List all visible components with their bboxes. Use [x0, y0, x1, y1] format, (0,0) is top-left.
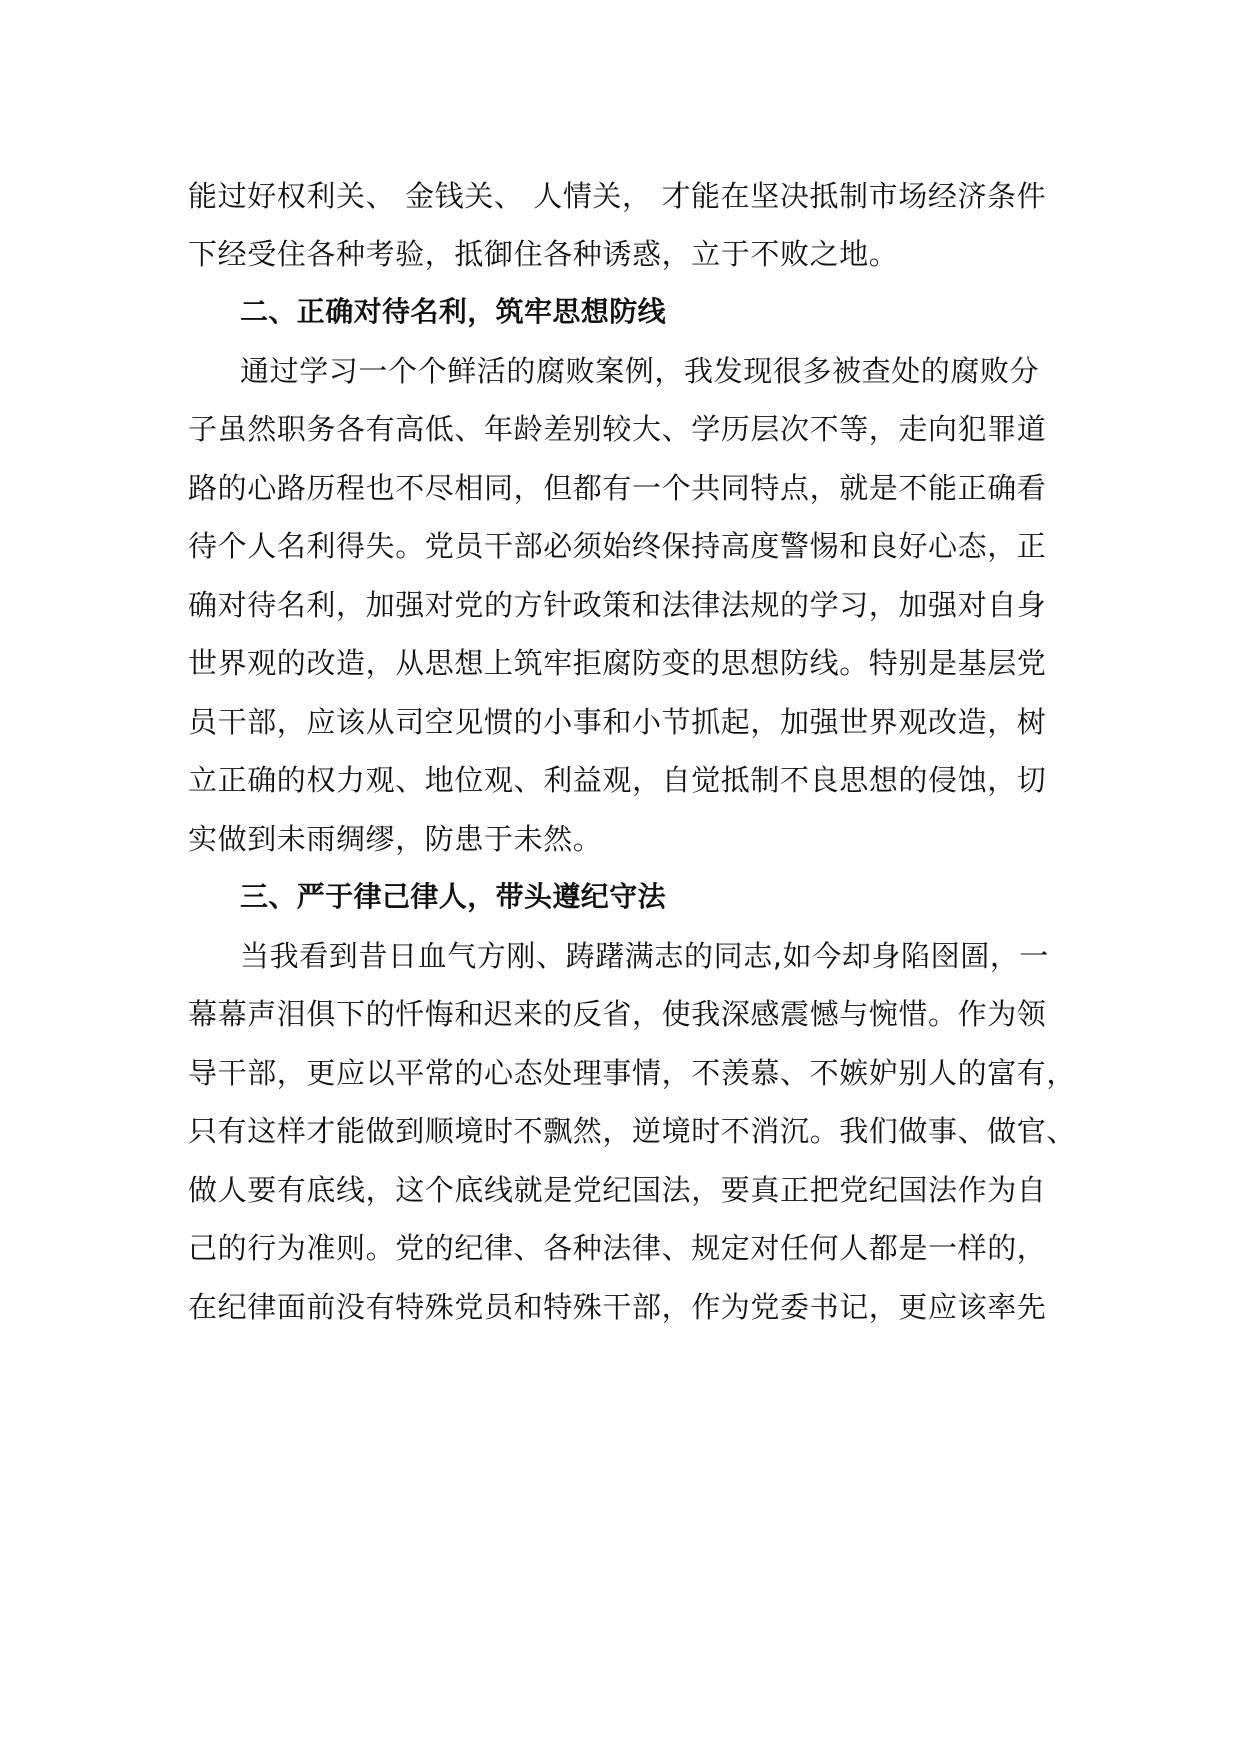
paragraph-line: 世界观的改造，从思想上筑牢拒腐防变的思想防线。特别是基层党	[188, 646, 1047, 680]
paragraph-line: 立正确的权力观、地位观、利益观，自觉抵制不良思想的侵蚀，切	[188, 763, 1047, 797]
paragraph-line: 当我看到昔日血气方刚、踌躇满志的同志,如今却身陷囹圄，一	[240, 939, 1050, 973]
section-heading-2: 二、正确对待名利，筑牢思想防线	[240, 295, 667, 328]
section-heading-3: 三、严于律己律人，带头遵纪守法	[240, 880, 667, 913]
paragraph-line: 路的心路历程也不尽相同，但都有一个共同特点，就是不能正确看	[188, 471, 1047, 505]
paragraph-line: 导干部，更应以平常的心态处理事情，不羡慕、不嫉妒别人的富有，	[188, 1056, 1077, 1090]
paragraph-line: 待个人名利得失。党员干部必须始终保持高度警惕和良好心态，正	[188, 529, 1047, 563]
paragraph-line: 在纪律面前没有特殊党员和特殊干部，作为党委书记，更应该率先	[188, 1290, 1047, 1324]
paragraph-line: 己的行为准则。党的纪律、各种法律、规定对任何人都是一样的，	[188, 1231, 1047, 1265]
paragraph-line: 员干部，应该从司空见惯的小事和小节抓起，加强世界观改造，树	[188, 705, 1047, 739]
paragraph-line: 实做到未雨绸缪，防患于未然。	[188, 822, 603, 856]
paragraph-line: 确对待名利，加强对党的方针政策和法律法规的学习，加强对自身	[188, 588, 1047, 622]
paragraph-line: 做人要有底线，这个底线就是党纪国法，要真正把党纪国法作为自	[188, 1173, 1047, 1207]
paragraph-line: 子虽然职务各有高低、年龄差别较大、学历层次不等，走向犯罪道	[188, 412, 1047, 446]
paragraph-line: 只有这样才能做到顺境时不飘然，逆境时不消沉。我们做事、做官、	[188, 1114, 1077, 1148]
paragraph-line: 通过学习一个个鲜活的腐败案例，我发现很多被查处的腐败分	[240, 354, 1040, 388]
paragraph-line: 幕幕声泪俱下的忏悔和迟来的反省，使我深感震憾与惋惜。作为领	[188, 997, 1047, 1031]
paragraph-line: 能过好权利关、 金钱关、 人情关， 才能在坚决抵制市场经济条件	[188, 179, 1047, 213]
paragraph-line: 下经受住各种考验，抵御住各种诱惑，立于不败之地。	[188, 237, 899, 271]
